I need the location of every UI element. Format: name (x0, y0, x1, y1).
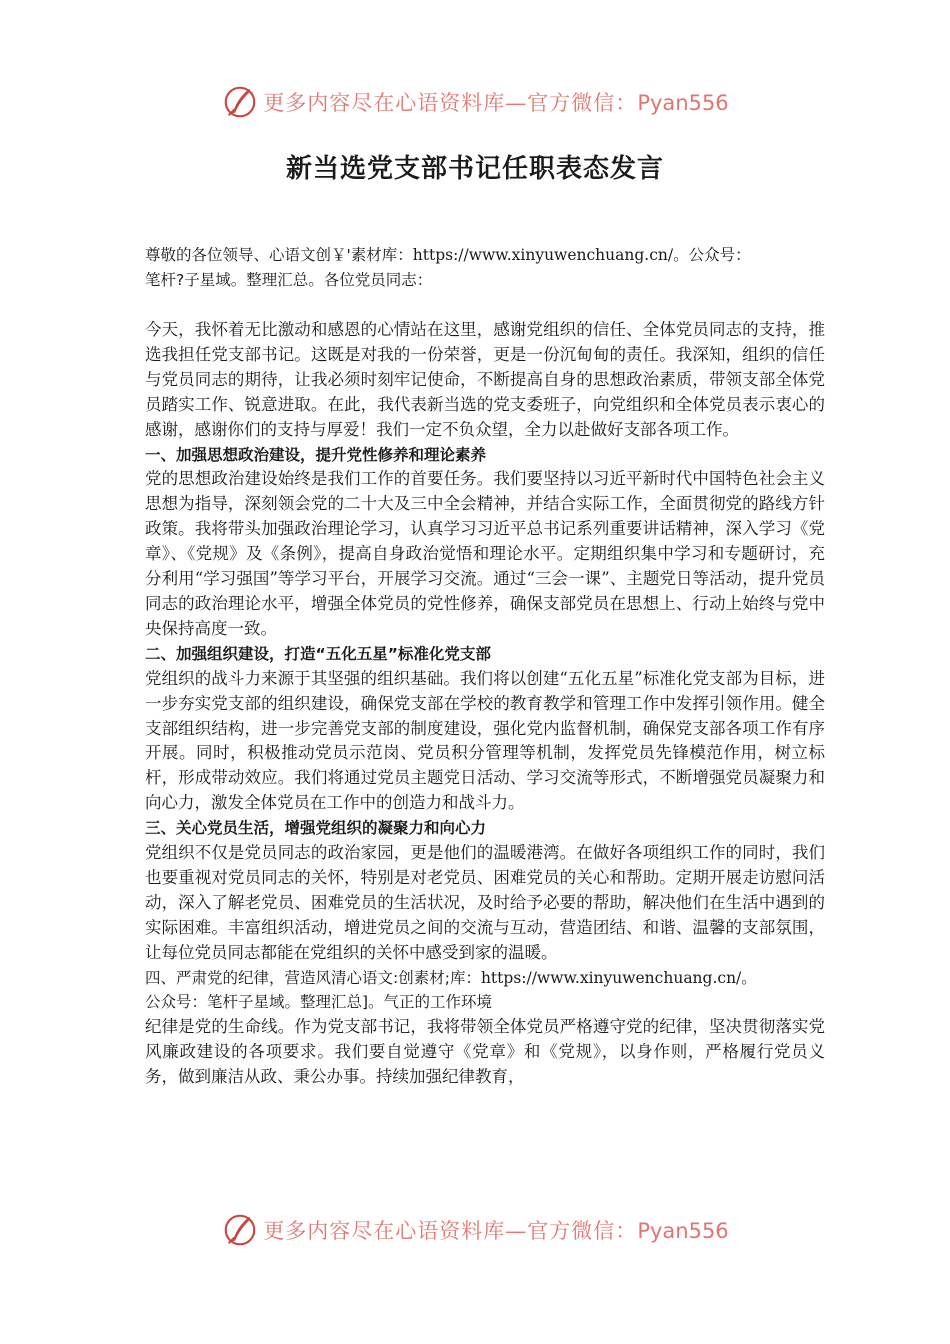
section-paragraph-1: 党的思想政治建设始终是我们工作的首要任务。我们要坚持以习近平新时代中国特色社会主义思想为指导，深刻领会党的二十大及三中全会精神，并结合实际工作，全面贯彻党的路线方针政策。我将带头加强政治理论学习，认真学习习近平总书记系列重要讲话精神，深入学习《党章》、《党规》及《条例》，提高自身政治觉悟和理论水平。定期组织集中学习和专题研讨，充分利用“学习强国”等学习平台，开展学习交流。通过“三会一课”、主题党日等活动，提升党员同志的政治理论水平，增强全体党员的党性修养，确保支部党员在思想上、行动上始终与党中央保持高度一致。 (145, 469, 825, 638)
banner-wechat-id: Pyan556 (637, 91, 729, 115)
section-heading-1: 一、加强思想政治建设，提升党性修养和理论素养 (145, 445, 487, 464)
banner-text: 更多内容尽在心语资料库—官方微信：Pyan556 (263, 1219, 729, 1243)
banner-text: 更多内容尽在心语资料库—官方微信：Pyan556 (263, 91, 729, 115)
section-heading-2: 二、加强组织建设，打造“五化五星”标准化党支部 (145, 644, 491, 663)
footer-banner (0, 1208, 950, 1252)
quill-logo-icon (221, 1211, 259, 1249)
page-title: 新当选党支部书记任职表态发言 (285, 154, 664, 184)
section-paragraph-3: 党组织不仅是党员同志的政治家园，更是他们的温暖港湾。在做好各项组织工作的同时，我们也要重视对党员同志的关怀，特别是对老党员、困难党员的关心和帮助。定期开展走访慰问活动，深入了解老党员、困难党员的生活状况，及时给予必要的帮助，解决他们在生活中遇到的实际困难。丰富组织活动，增进党员之间的交流与互动，营造团结、和谐、温馨的支部氛围，让每位党员同志都能在党组织的关怀中感受到家的温暖。 (145, 843, 825, 962)
quill-logo-icon (221, 83, 259, 121)
intro-paragraph: 今天，我怀着无比激动和感恩的心情站在这里，感谢党组织的信任、全体党员同志的支持，推选我担任党支部书记。这既是对我的一份荣誉，更是一份沉甸甸的责任。我深知，组织的信任与党员同志的期待，让我必须时刻牢记使命，不断提高自身的思想政治素质，带领支部全体党员踏实工作、锐意进取。在此，我代表新当选的党支委班子，向党组织和全体党员表示衷心的感谢，感谢你们的支持与厚爱！我们一定不负众望，全力以赴做好支部各项工作。 (145, 320, 825, 439)
header-banner (0, 80, 950, 124)
section-paragraph-2: 党组织的战斗力来源于其坚强的组织基础。我们将以创建“五化五星”标准化党支部为目标，进一步夯实党支部的组织建设，确保党支部在学校的教育教学和管理工作中发挥引领作用。健全支部组织结构，进一步完善党支部的制度建设，强化党内监督机制，确保党支部各项工作有序开展。同时，积极推动党员示范岗、党员积分管理等机制，发挥党员先锋模范作用，树立标杆，形成带动效应。我们将通过党员主题党日活动、学习交流等形式，不断增强党员凝聚力和向心力，激发全体党员在工作中的创造力和战斗力。 (145, 668, 825, 813)
section-heading-4: 四、严肃党的纪律，营造风清心语文:创素材;库：https://www.xinyuwenchuang.cn/。 公众号：笔杆子星域。整理汇总]。气正的工作环境 (145, 968, 757, 1012)
greeting-url: https://www.xinyuwenchuang.cn/ (412, 246, 674, 264)
section-paragraph-4: 纪律是党的生命线。作为党支部书记，我将带领全体党员严格遵守党的纪律，坚决贯彻落实党风廉政建设的各项要求。我们要自觉遵守《党章》和《党规》，以身作则，严格履行党员义务，做到廉洁从政、秉公办事。持续加强纪律教育， (145, 1017, 825, 1087)
greeting-line-2: 笔杆?子星域。整理汇总。各位党员同志： (145, 271, 433, 289)
document-body (145, 318, 825, 1090)
section-heading-3: 三、关心党员生活，增强党组织的凝聚力和向心力 (145, 819, 487, 838)
greeting-line-1: 尊敬的各位领导、心语文创￥'素材库：https://www.xinyuwenchuang.cn/。公众号： (145, 246, 751, 264)
section-heading-4-url: https://www.xinyuwenchuang.cn/ (480, 968, 742, 987)
greeting (145, 243, 825, 293)
banner-wechat-id: Pyan556 (637, 1219, 729, 1243)
